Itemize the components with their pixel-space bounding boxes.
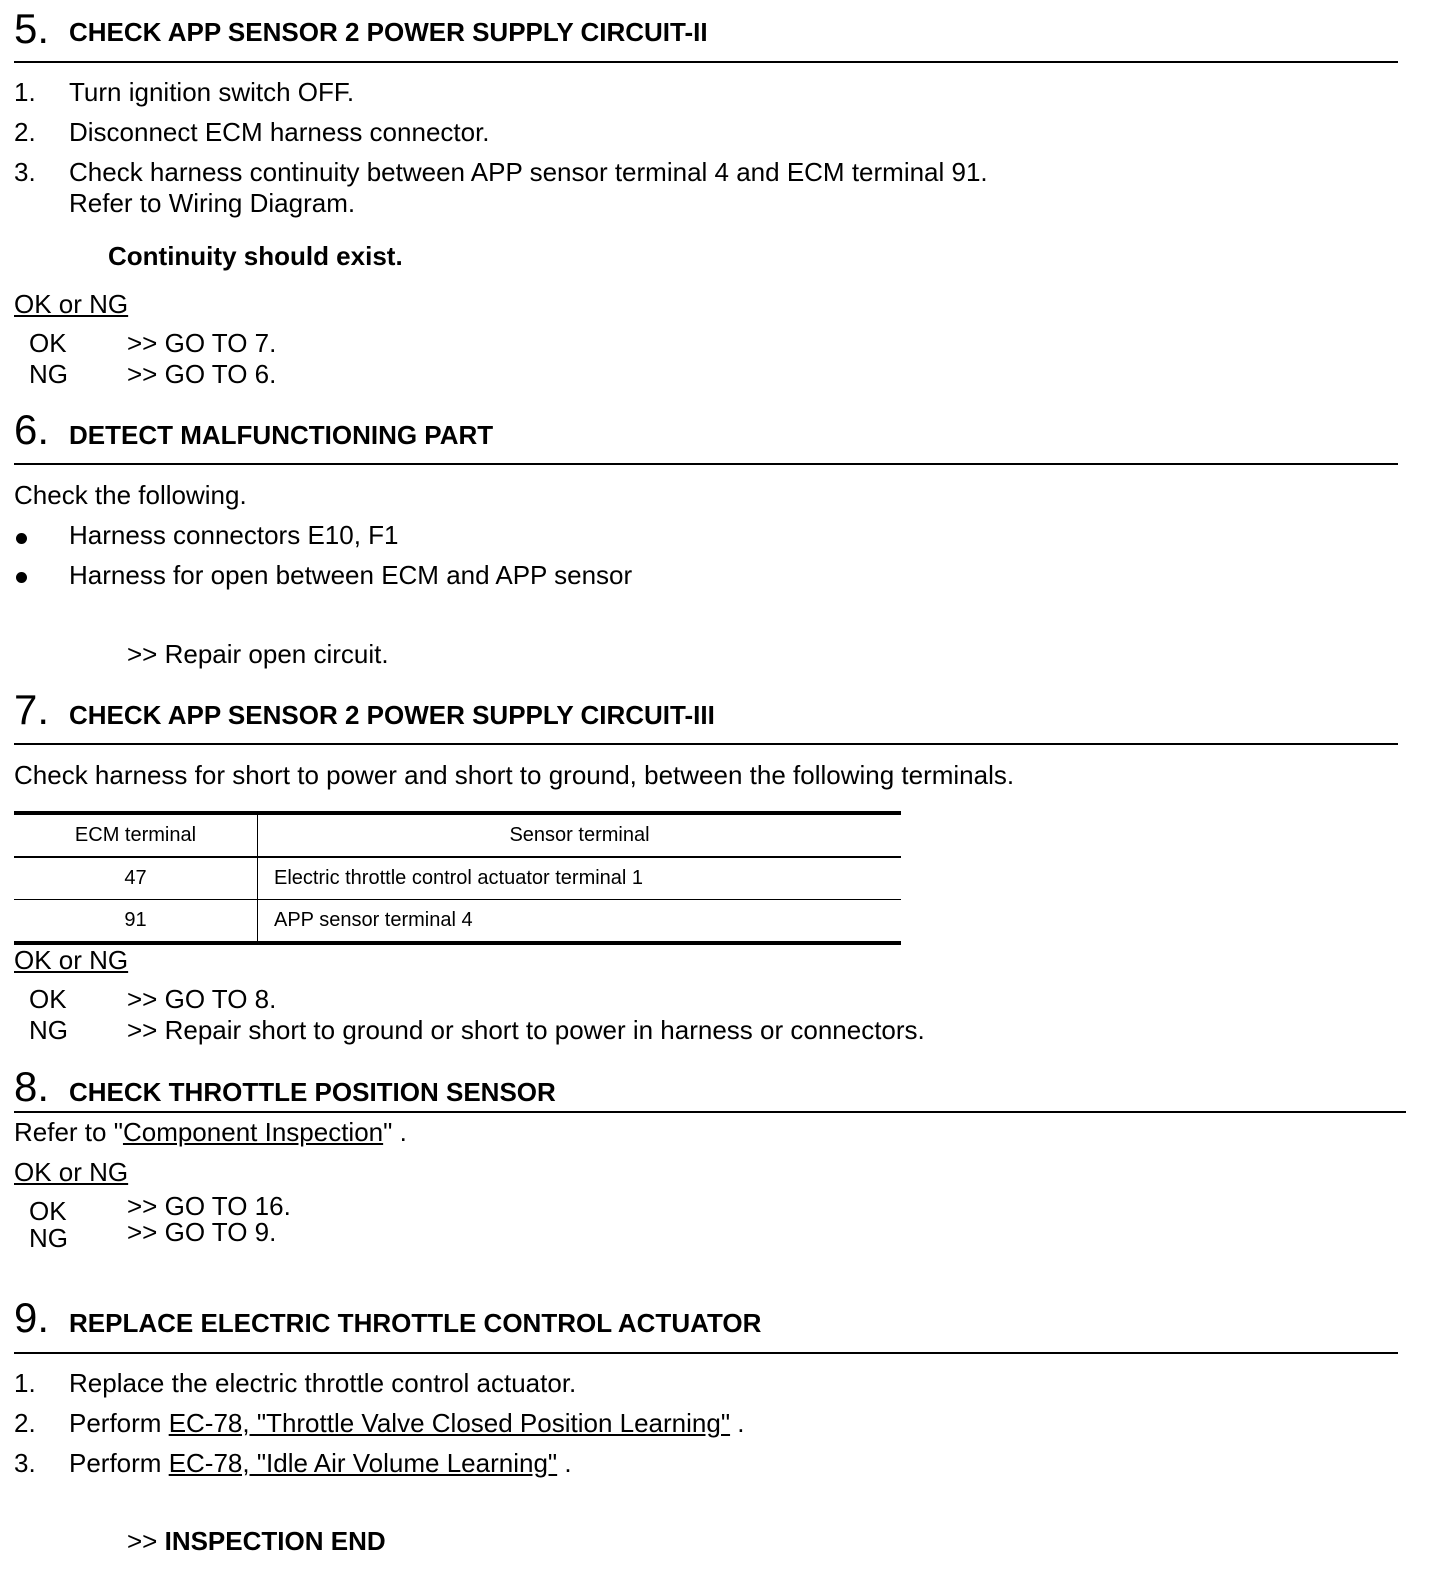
step6-action: >> Repair open circuit. (127, 639, 389, 669)
step8-refer-suffix: " . (383, 1117, 407, 1147)
step5-ok-action: >> GO TO 7. (127, 328, 277, 358)
step6-title: DETECT MALFUNCTIONING PART (69, 420, 494, 450)
step9-number: 9. (14, 1294, 50, 1341)
step6-intro: Check the following. (14, 480, 247, 510)
step8-ok-label: OK (29, 1196, 67, 1226)
inspection-end-text: INSPECTION END (164, 1526, 386, 1556)
bullet-icon (16, 533, 27, 544)
idle-air-volume-learning-link[interactable]: EC-78, "Idle Air Volume Learning" (168, 1448, 558, 1478)
step9-item1-text: Replace the electric throttle control actuator. (69, 1368, 577, 1398)
step5-item3-text-line2: Refer to Wiring Diagram. (69, 188, 356, 218)
step6-number: 6. (14, 406, 50, 453)
step7-ok-label: OK (29, 984, 67, 1014)
step9-item2-prefix: Perform (69, 1408, 169, 1438)
step6-bullet2-text: Harness for open between ECM and APP sensor (69, 560, 633, 590)
step8-refer (14, 1117, 407, 1147)
table-cell-sensor-terminal: APP sensor terminal 4 (258, 900, 902, 944)
step5-ng-label: NG (29, 359, 68, 389)
step5-item1-number: 1. (14, 77, 36, 107)
step9-title: REPLACE ELECTRIC THROTTLE CONTROL ACTUATOR (69, 1308, 762, 1338)
table-cell-ecm-terminal: 47 (14, 857, 258, 900)
terminal-table (14, 811, 901, 945)
step5-item2-text: Disconnect ECM harness connector. (69, 117, 490, 147)
table-header-ecm-terminal: ECM terminal (14, 813, 258, 857)
step5-item2-number: 2. (14, 117, 36, 147)
step8-refer-prefix: Refer to " (14, 1117, 123, 1147)
step7-ok-ng-label: OK or NG (14, 945, 129, 975)
step5-note: Continuity should exist. (108, 241, 403, 271)
step9-item3-prefix: Perform (69, 1448, 169, 1478)
step9-item2-text (69, 1408, 745, 1438)
step8-ok-action: >> GO TO 16. (127, 1191, 291, 1221)
step7-ng-label: NG (29, 1015, 68, 1045)
table-row (14, 900, 901, 944)
step9-item2-suffix: . (730, 1408, 745, 1438)
step9-end (127, 1526, 386, 1556)
step9-item3-number: 3. (14, 1448, 36, 1478)
step5-rule (14, 61, 1398, 63)
step9-item3-suffix: . (557, 1448, 572, 1478)
step7-ng-action: >> Repair short to ground or short to power in harness or connectors. (127, 1015, 925, 1045)
step6-bullet1-text: Harness connectors E10, F1 (69, 520, 399, 550)
step9-end-prefix: >> (127, 1526, 165, 1556)
step5-ok-ng-label: OK or NG (14, 289, 129, 319)
step9-rule (14, 1352, 1398, 1354)
step5-item3-text: Check harness continuity between APP sensor terminal 4 and ECM terminal 91. (69, 157, 988, 187)
step8-number: 8. (14, 1063, 50, 1110)
step5-item1-text: Turn ignition switch OFF. (69, 77, 355, 107)
step5-item3-number: 3. (14, 157, 36, 187)
step5-ng-action: >> GO TO 6. (127, 359, 277, 389)
table-cell-sensor-terminal: Electric throttle control actuator terminal 1 (258, 857, 902, 900)
step5-title: CHECK APP SENSOR 2 POWER SUPPLY CIRCUIT-II (69, 17, 708, 47)
table-header-row (14, 813, 901, 857)
step7-ok-action: >> GO TO 8. (127, 984, 277, 1014)
step7-title: CHECK APP SENSOR 2 POWER SUPPLY CIRCUIT-III (69, 700, 715, 730)
step8-ng-action: >> GO TO 9. (127, 1217, 277, 1247)
step5-number: 5. (14, 5, 50, 52)
step8-ok-ng-label: OK or NG (14, 1157, 129, 1187)
table-row (14, 857, 901, 900)
throttle-valve-learning-link[interactable]: EC-78, "Throttle Valve Closed Position Learning" (168, 1408, 731, 1438)
step7-intro: Check harness for short to power and short to ground, between the following terminals. (14, 760, 1015, 790)
table-header-sensor-terminal: Sensor terminal (258, 813, 902, 857)
step9-item3-text (69, 1448, 572, 1478)
step7-number: 7. (14, 686, 50, 733)
step5-ok-label: OK (29, 328, 67, 358)
step8-title: CHECK THROTTLE POSITION SENSOR (69, 1077, 556, 1107)
table-cell-ecm-terminal: 91 (14, 900, 258, 944)
step9-item1-number: 1. (14, 1368, 36, 1398)
step9-item2-number: 2. (14, 1408, 36, 1438)
component-inspection-link[interactable]: Component Inspection (122, 1117, 384, 1147)
step8-rule (14, 1111, 1406, 1113)
step7-rule (14, 743, 1398, 745)
step8-ng-label: NG (29, 1223, 68, 1253)
bullet-icon (16, 572, 27, 583)
step6-rule (14, 463, 1398, 465)
